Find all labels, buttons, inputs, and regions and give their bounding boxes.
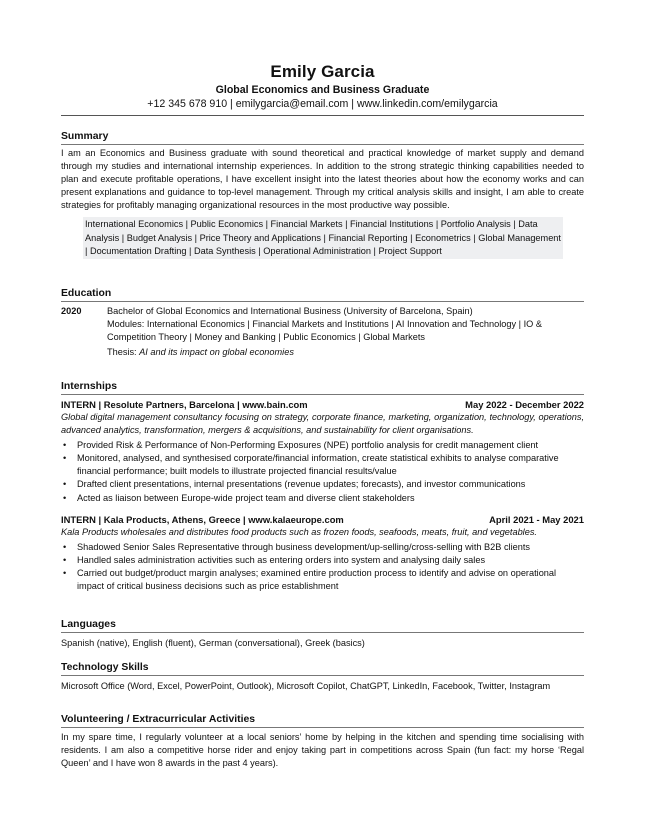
technology-section xyxy=(61,661,584,693)
volunteering-heading: Volunteering / Extracurricular Activities xyxy=(61,713,584,728)
job-dates: April 2021 - May 2021 xyxy=(489,513,584,525)
education-year: 2020 xyxy=(61,306,82,316)
bullet-icon: • xyxy=(63,541,67,552)
bullet-icon: • xyxy=(63,567,67,578)
job-heading: INTERN | Kala Products, Athens, Greece | www.kalaeurope.com xyxy=(61,513,344,525)
summary-text: I am an Economics and Business graduate with sound theoretical and practical knowledge of market supply and demand through my studies and international internship experiences. In addition to the strong strategic thinking capabilities needed to plan and execute profitable operations, I have excellent insight into the latest theories about how the economy works and can present explanations and guidance to top-level management. Through my critical analysis skills and insight, I am able to create strategies for profitably managing organizational resources in the most productive way possible. xyxy=(61,148,584,211)
bullet-icon: • xyxy=(63,440,67,451)
summary-section xyxy=(61,130,584,259)
resume-page xyxy=(61,62,584,769)
bullet-icon: • xyxy=(63,479,67,490)
bullet-icon: • xyxy=(63,554,67,565)
bullet-item: • Provided Risk & Performance of Non-Performing Exposures (NPE) portfolio analysis for credit management client xyxy=(61,439,584,452)
summary-heading: Summary xyxy=(61,130,584,145)
bullet-icon: • xyxy=(63,492,67,503)
languages-section xyxy=(61,618,584,650)
thesis-title: AI and its impact on global economies xyxy=(139,347,294,358)
bullet-item: • Handled sales administration activities such as entering orders into system and analysing daily sales xyxy=(61,554,584,567)
degree-name: Bachelor of Global Economics and International Business (University of Barcelona, Spain) xyxy=(107,306,473,316)
job-bullets xyxy=(61,439,584,504)
job-entry xyxy=(61,398,584,505)
job-entry xyxy=(61,513,584,593)
bullet-item: • Drafted client presentations, internal presentations (revenue updates; forecasts), and investor communications xyxy=(61,478,584,491)
candidate-title: Global Economics and Business Graduate xyxy=(215,84,430,96)
bullet-item: • Monitored, analysed, and synthesised corporate/financial information, create statistical exhibits to analyse comparative financial performance; built models to illustrate projected financial results/value xyxy=(63,453,559,477)
candidate-name: Emily Garcia xyxy=(270,62,375,81)
bullet-item: • Shadowed Senior Sales Representative through business development/up-selling/cross-selling with B2B clients xyxy=(61,541,584,554)
bullet-icon: • xyxy=(63,453,67,464)
volunteering-text: In my spare time, I regularly volunteer at a local seniors’ home by helping in the kitchen and spending time socialising with residents. I am also a competitive horse rider and enjoy taking part in competitions across Spain (fun fact: my horse ‘Regal Queen’ and I have won 8 awards in the past 4 years). xyxy=(61,732,584,769)
resume-header xyxy=(61,62,584,116)
job-description: Kala Products wholesales and distributes food products such as frozen foods, seafoods, meats, fruit, and vegetables. xyxy=(61,526,537,537)
technology-heading: Technology Skills xyxy=(61,661,584,676)
bullet-item: • Acted as liaison between Europe-wide project team and diverse client stakeholders xyxy=(61,492,584,505)
bullet-item: • Carried out budget/product margin analyses; examined entire production process to identify and advise on operational impact of critical business decisions such as price establishment xyxy=(63,567,557,592)
volunteering-section xyxy=(61,713,584,770)
thesis-line xyxy=(107,346,584,359)
education-entry xyxy=(61,305,584,359)
technology-text: Microsoft Office (Word, Excel, PowerPoint, Outlook), Microsoft Copilot, ChatGPT, LinkedIn, Facebook, Twitter, Instagram xyxy=(61,681,551,691)
education-section xyxy=(61,287,584,359)
header-divider xyxy=(61,115,584,116)
job-bullets xyxy=(61,541,584,593)
job-description: Global digital management consultancy focusing on strategy, corporate finance, marketing, organization, technology, operations, advanced analytics, transformation, mergers & acquisitions, and sustainability for client organisations. xyxy=(61,412,584,436)
internships-heading: Internships xyxy=(61,380,584,395)
education-heading: Education xyxy=(61,287,584,302)
degree-modules: Modules: International Economics | Financial Markets and Institutions | AI Innovation and Technology | IO & Competition Theory | Money and Banking | Public Economics | Global Markets xyxy=(107,319,542,343)
thesis-label: Thesis: xyxy=(107,347,140,358)
contact-line: +12 345 678 910 | emilygarcia@email.com | www.linkedin.com/emilygarcia xyxy=(147,98,498,110)
job-heading: INTERN | Resolute Partners, Barcelona | www.bain.com xyxy=(61,399,308,410)
internships-section xyxy=(61,380,584,593)
languages-text: Spanish (native), English (fluent), German (conversational), Greek (basics) xyxy=(61,638,365,648)
job-dates: May 2022 - December 2022 xyxy=(465,399,584,410)
languages-heading: Languages xyxy=(61,618,584,633)
keywords-box: International Economics | Public Economics | Financial Markets | Financial Institutions | Portfolio Analysis | Data Analysis | Budget Analysis | Price Theory and Applications | Financial Reporting | Econometrics | Global Management | Documentation Drafting | Data Synthesis | Operational Administration | Project Support xyxy=(83,217,563,258)
